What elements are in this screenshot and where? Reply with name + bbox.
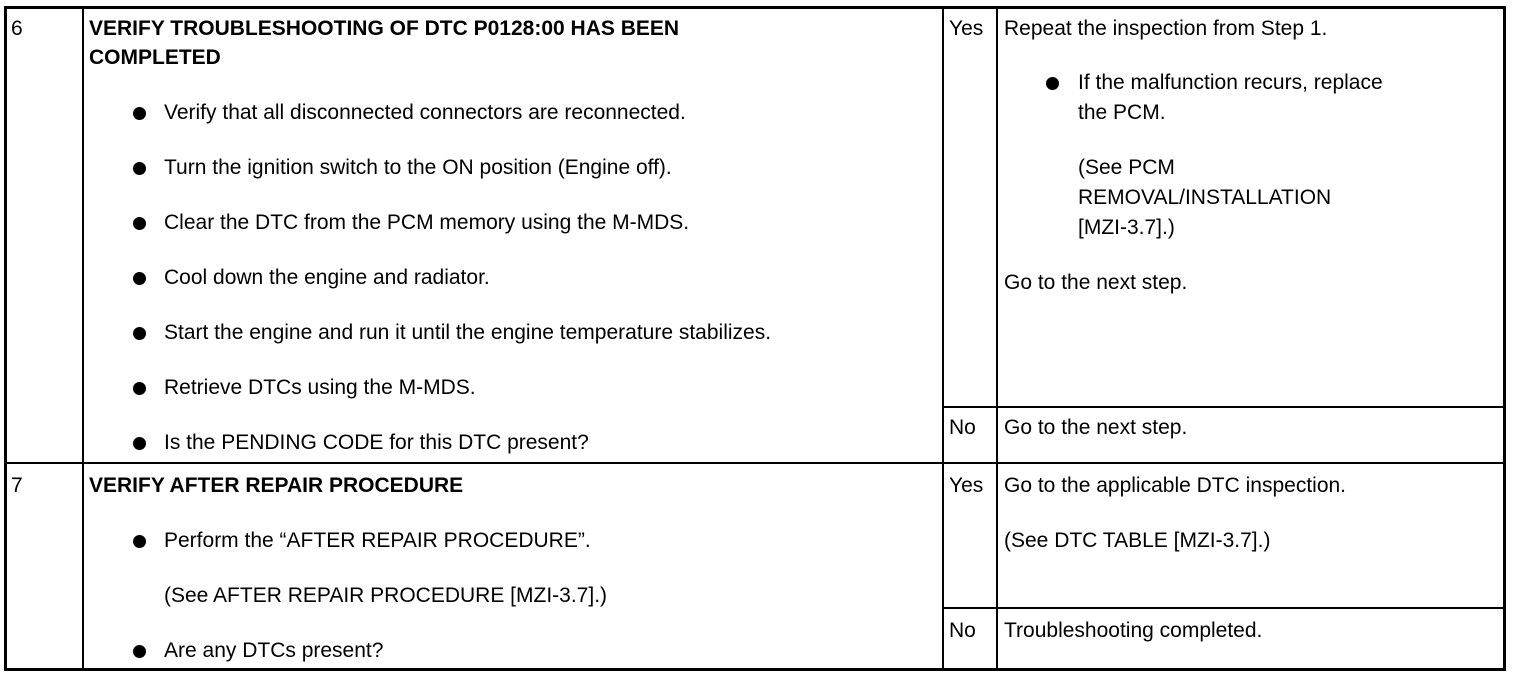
yes-result-reference: (See DTC TABLE [MZI-3.7].) [1004,529,1271,552]
action-item: Turn the ignition switch to the ON position (Engine off). [164,156,672,179]
column-divider-action [942,6,944,671]
action-item: Retrieve DTCs using the M-MDS. [164,376,476,399]
bullet-icon [133,162,146,175]
step-title-line: COMPLETED [89,46,221,69]
action-item: Are any DTCs present? [164,639,384,662]
yes-result-text: Repeat the inspection from Step 1. [1004,17,1328,40]
yes-result-bullet: the PCM. [1078,101,1166,124]
bullet-icon [133,645,146,658]
yes-result-reference: (See PCM [1078,156,1175,179]
step-number: 6 [11,17,23,40]
action-reference: (See AFTER REPAIR PROCEDURE [MZI-3.7].) [164,584,608,607]
no-label: No [949,416,976,439]
step-number: 7 [11,474,23,497]
action-item: Perform the “AFTER REPAIR PROCEDURE”. [164,529,591,552]
action-item: Verify that all disconnected connectors are reconnected. [164,101,686,124]
row-divider-step6-yes-no [942,406,1504,408]
row-divider-step7-yes-no [942,607,1504,609]
action-item: Start the engine and run it until the engine temperature stabilizes. [164,321,772,344]
yes-label: Yes [949,17,984,40]
action-item: Clear the DTC from the PCM memory using the M-MDS. [164,211,690,234]
bullet-icon [133,217,146,230]
no-result-text: Troubleshooting completed. [1004,619,1263,642]
yes-label: Yes [949,474,984,497]
column-divider-answer [996,6,998,671]
step-title-line: VERIFY TROUBLESHOOTING OF DTC P0128:00 HAS BEEN [89,17,680,40]
yes-result-text: Go to the next step. [1004,271,1188,294]
row-divider-step6-step7 [6,462,1504,464]
bullet-icon [133,327,146,340]
yes-result-bullet: If the malfunction recurs, replace [1078,71,1383,94]
bullet-icon [1046,77,1059,90]
bullet-icon [133,437,146,450]
yes-result-reference: [MZI-3.7].) [1078,216,1175,239]
no-label: No [949,619,976,642]
yes-result-reference: REMOVAL/INSTALLATION [1078,186,1332,209]
yes-result-text: Go to the applicable DTC inspection. [1004,474,1347,497]
action-item: Cool down the engine and radiator. [164,266,490,289]
bullet-icon [133,382,146,395]
step-title-line: VERIFY AFTER REPAIR PROCEDURE [89,474,464,497]
action-item: Is the PENDING CODE for this DTC present? [164,431,589,454]
bullet-icon [133,107,146,120]
bullet-icon [133,535,146,548]
bullet-icon [133,272,146,285]
no-result-text: Go to the next step. [1004,416,1188,439]
column-divider-step [82,6,84,671]
